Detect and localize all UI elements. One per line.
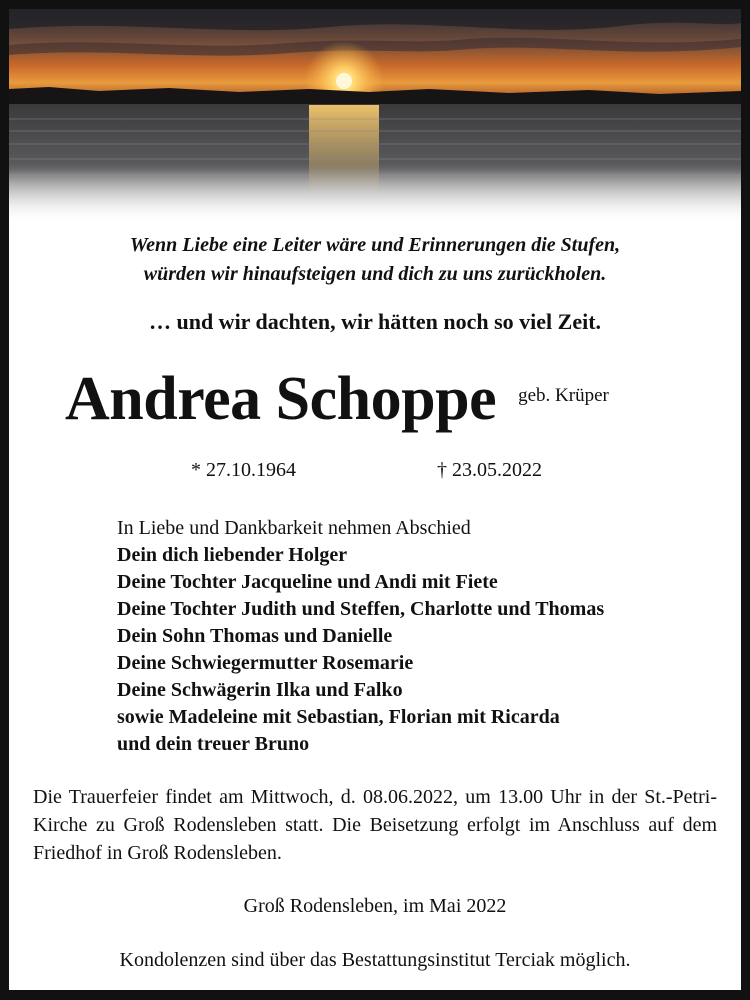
mourner-line: Deine Tochter Jacqueline und Andi mit Fiete	[117, 571, 498, 593]
poem-line-2: würden wir hinaufsteigen und dich zu uns zurückholen.	[143, 263, 607, 285]
mourner-line: Dein dich liebender Holger	[117, 544, 348, 566]
deceased-name: Andrea Schoppe	[65, 365, 497, 433]
death-date: † 23.05.2022	[437, 459, 542, 481]
deceased-name-row	[65, 364, 609, 435]
poem-line-1: Wenn Liebe eine Leiter wäre und Erinnerungen die Stufen,	[129, 234, 621, 256]
mourner-line: Deine Schwägerin Ilka und Falko	[117, 679, 403, 701]
poem-quote	[9, 231, 741, 289]
mourners-intro: In Liebe und Dankbarkeit nehmen Abschied	[117, 517, 471, 539]
mourner-line: Deine Schwiegermutter Rosemarie	[117, 652, 414, 674]
condolences-note: Kondolenzen sind über das Bestattungsinstitut Terciak möglich.	[119, 949, 631, 971]
mourner-line: sowie Madeleine mit Sebastian, Florian mit Ricarda	[117, 706, 560, 728]
birth-name: geb. Krüper	[518, 385, 609, 406]
mourner-line: Deine Tochter Judith und Steffen, Charlotte und Thomas	[117, 598, 605, 620]
sunset-lake-photo	[9, 9, 741, 224]
birth-date: * 27.10.1964	[191, 459, 296, 481]
mourners-list	[117, 515, 604, 758]
place-date: Groß Rodensleben, im Mai 2022	[243, 895, 507, 917]
mourner-line: Dein Sohn Thomas und Danielle	[117, 625, 393, 647]
funeral-info: Die Trauerfeier findet am Mittwoch, d. 08.06.2022, um 13.00 Uhr in der St.-Petri-Kirche zu Groß Rodensleben statt. Die Beisetzung erfolgt im Anschluss auf dem Friedhof in Groß Rodensleben.	[33, 786, 717, 864]
mourner-line: und dein treuer Bruno	[117, 733, 310, 755]
tagline: … und wir dachten, wir hätten noch so viel Zeit.	[148, 309, 602, 334]
